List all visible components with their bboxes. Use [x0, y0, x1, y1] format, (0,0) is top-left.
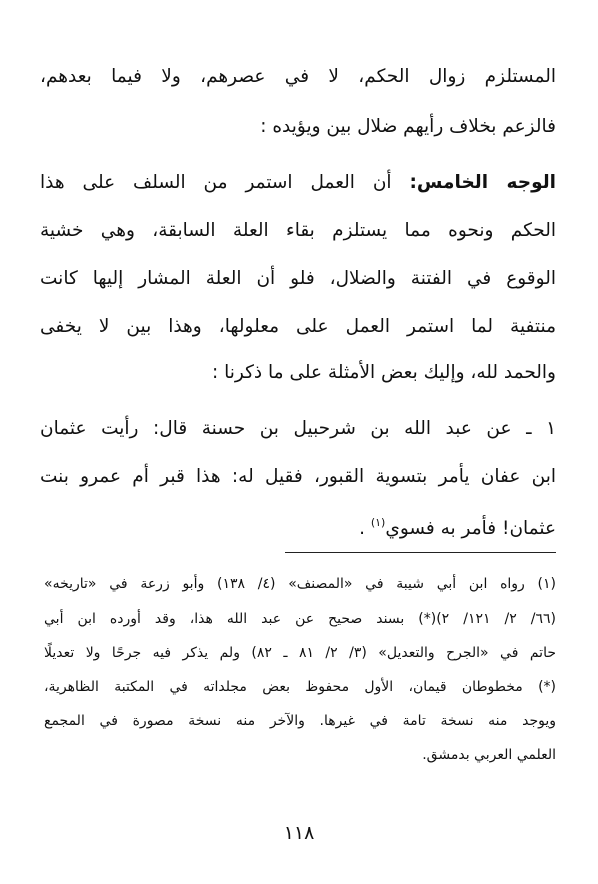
body-line-4: الحكم ونحوه مما يستلزم بقاء العلة السابقة، وهي خشية — [40, 220, 556, 241]
footnote-line-5: ويوجد منه نسخة تامة في غيرها. والآخر منه نسخة مصورة في المجمع — [44, 713, 556, 729]
footnote-line-2: (٦٦/ ٢/ ١٢١/ ٢)(*) بسند صحيح عن عبد الله هذا، وقد أورده ابن أبي — [44, 611, 557, 627]
body-line-10-end: . — [359, 518, 371, 539]
body-line-2: فالزعم بخلاف رأيهم ضلال بين ويؤيده : — [260, 116, 556, 137]
footnote-line-6: العلمي العربي بدمشق. — [422, 747, 556, 763]
body-line-9: ابن عفان يأمر بتسوية القبور، فقيل له: هذا قبر أم عمرو بنت — [40, 466, 556, 487]
footnote-line-4: (*) مخطوطان قيمان، الأول محفوظ بعض مجلداته في المكتبة الظاهرية، — [44, 679, 556, 695]
footnote-separator — [285, 552, 556, 553]
footnote-marker: (١) — [370, 516, 386, 529]
body-line-6: منتفية لما استمر العمل على معلولها، وهذا بين لا يخفى — [40, 316, 556, 337]
section-heading: الوجه الخامس: — [409, 172, 556, 193]
body-line-10-text: عثمان! فأمر به فسوي — [385, 518, 556, 539]
body-line-5: الوقوع في الفتنة والضلال، فلو أن العلة المشار إليها كانت — [40, 268, 556, 289]
body-line-3 — [40, 168, 556, 198]
body-line-10 — [40, 508, 556, 538]
body-line-8: ١ ـ عن عبد الله بن شرحبيل بن حسنة قال: رأيت عثمان — [40, 418, 556, 439]
body-line-7: والحمد لله، وإليك بعض الأمثلة على ما ذكرنا : — [211, 362, 556, 383]
body-line-1: المستلزم زوال الحكم، لا في عصرهم، ولا فيما بعدهم، — [40, 66, 556, 87]
footnote-line-3: حاتم في «الجرح والتعديل» (٣/ ٢/ ٨١ ـ ٨٢) ولم يذكر فيه جرحًا ولا تعديلًا — [44, 645, 556, 661]
page-number: ١١٨ — [283, 822, 315, 844]
body-line-3-text: أن العمل استمر من السلف على هذا — [40, 172, 410, 193]
footnote-line-1: (١) رواه ابن أبي شيبة في «المصنف» (٤/ ١٣٨) وأبو زرعة في «تاريخه» — [44, 576, 557, 592]
